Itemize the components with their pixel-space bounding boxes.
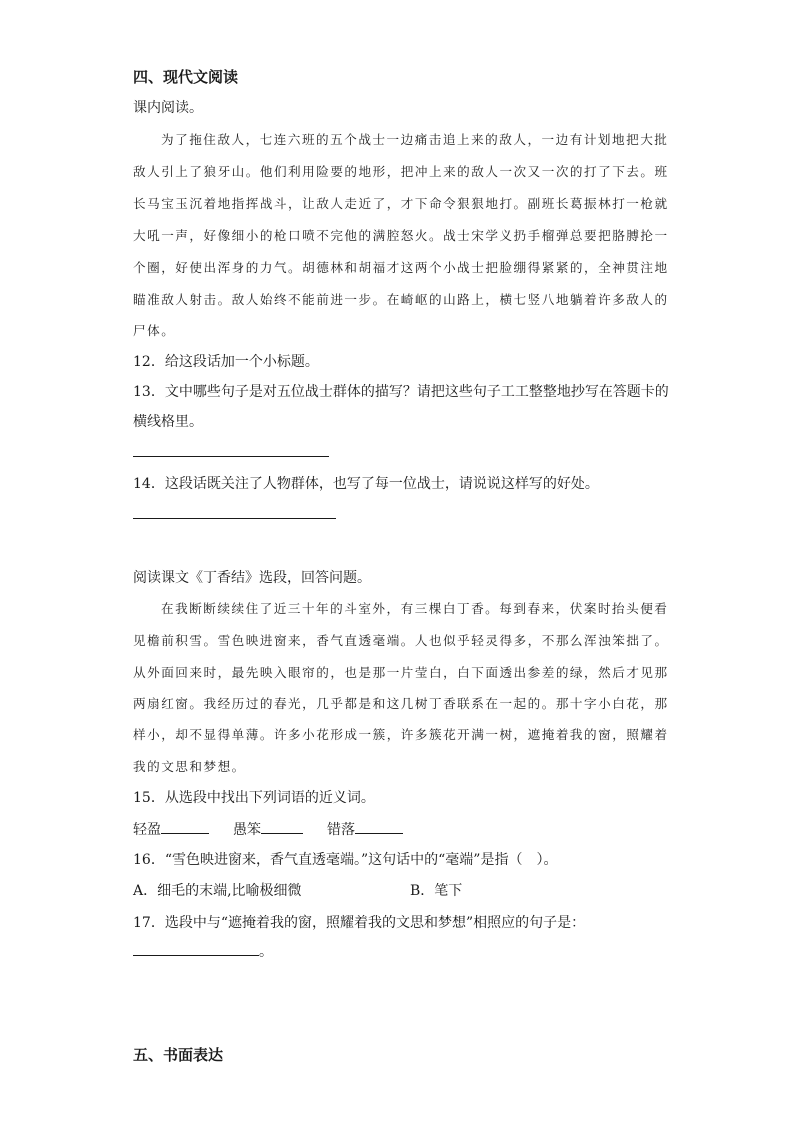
passage-2-line: 见檐前积雪。雪色映进窗来，香气直透毫端。人也似乎轻灵得多，不那么浑浊笨拙了。 xyxy=(133,633,669,648)
q15-blank[interactable] xyxy=(161,819,209,834)
q17-answer xyxy=(133,941,273,961)
q15-word-3 xyxy=(327,819,403,839)
q15-blank[interactable] xyxy=(261,819,303,834)
passage-1-line: 尸体。 xyxy=(133,323,176,338)
q15-word-2 xyxy=(233,819,303,839)
q15-word-label: 愚笨 xyxy=(233,822,261,838)
q16-option-b[interactable]: B．笔下 xyxy=(410,883,463,899)
section-5-title: 五、书面表达 xyxy=(133,1046,224,1064)
answer-line-14[interactable] xyxy=(133,518,336,519)
q15-word-label: 轻盈 xyxy=(133,822,161,838)
q15-word-1 xyxy=(133,819,209,839)
passage-2-line: 在我断断续续住了近三十年的斗室外，有三棵白丁香。每到春来，伏案时抬头便看 xyxy=(161,601,669,616)
question-17: 17．选段中与“遮掩着我的窗，照耀着我的文思和梦想”相照应的句子是： xyxy=(133,915,586,931)
q15-word-label: 错落 xyxy=(327,822,355,838)
question-16: 16．“雪色映进窗来，香气直透毫端。”这句话中的“毫端”是指（ ）。 xyxy=(133,852,558,868)
passage-2-line: 两扇红窗。我经历过的春光，几乎都是和这几树丁香联系在一起的。那十字小白花，那 xyxy=(133,696,669,711)
answer-line-13[interactable] xyxy=(133,456,329,457)
question-13-line-1: 13．文中哪些句子是对五位战士群体的描写？请把这些句子工工整整地抄写在答题卡的 xyxy=(133,384,669,400)
passage-2-line: 样小，却不显得单薄。许多小花形成一簇，许多簇花开满一树，遮掩着我的窗，照耀着 xyxy=(133,727,669,742)
passage-1-line: 瞄准敌人射击。敌人始终不能前进一步。在崎岖的山路上，横七竖八地躺着许多敌人的 xyxy=(133,292,669,307)
section-4-title: 四、现代文阅读 xyxy=(133,68,239,86)
passage-1-line: 长马宝玉沉着地指挥战斗，让敌人走近了，才下命令狠狠地打。副班长葛振林打一枪就 xyxy=(133,196,669,211)
question-15: 15．从选段中找出下列词语的近义词。 xyxy=(133,790,375,806)
passage-1-line: 为了拖住敌人，七连六班的五个战士一边痛击追上来的敌人，一边有计划地把大批 xyxy=(161,132,669,147)
passage-2-line: 从外面回来时，最先映入眼帘的，也是那一片莹白，白下面透出参差的绿，然后才见那 xyxy=(133,665,669,680)
section-4-intro: 课内阅读。 xyxy=(133,100,203,116)
q16-option-a[interactable]: A．细毛的末端,比喻极细微 xyxy=(133,883,302,899)
passage-1-line: 大吼一声，好像细小的枪口喷不完他的满腔怒火。战士宋学义扔手榴弹总要把胳膊抡一 xyxy=(133,228,669,243)
question-14: 14．这段话既关注了人物群体，也写了每一位战士，请说说这样写的好处。 xyxy=(133,476,599,492)
passage-2-line: 我的文思和梦想。 xyxy=(133,759,246,774)
question-13-line-2: 横线格里。 xyxy=(133,414,203,430)
answer-line-17[interactable] xyxy=(133,941,259,956)
passage-2-intro: 阅读课文《丁香结》选段，回答问题。 xyxy=(133,570,371,586)
q15-blank[interactable] xyxy=(355,819,403,834)
q17-period: 。 xyxy=(259,944,273,960)
question-12: 12．给这段话加一个小标题。 xyxy=(133,354,319,370)
passage-1-line: 敌人引上了狼牙山。他们利用险要的地形，把冲上来的敌人一次又一次的打了下去。班 xyxy=(133,164,669,179)
passage-1-line: 个圈，好使出浑身的力气。胡德林和胡福才这两个小战士把脸绷得紧紧的，全神贯注地 xyxy=(133,260,669,275)
